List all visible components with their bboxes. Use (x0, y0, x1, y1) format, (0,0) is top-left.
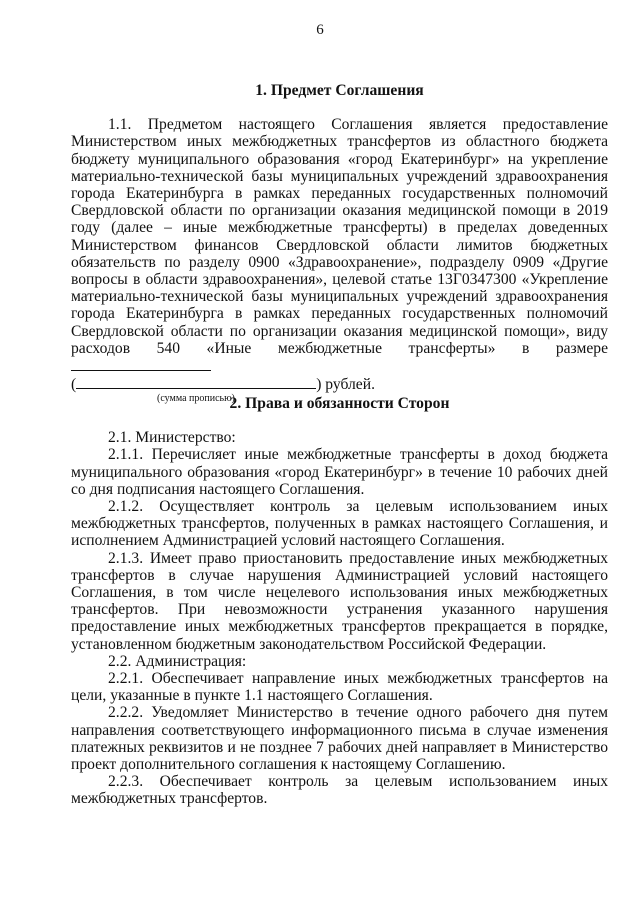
clause-2-2-3: 2.2.3. Обеспечивает контроль за целевым использованием иных межбюджетных трансфертов. (71, 773, 608, 808)
amount-close: ) рублей. (316, 376, 375, 394)
amount-number-blank (71, 357, 211, 371)
section-2 (71, 395, 608, 808)
amount-words-line (71, 375, 608, 393)
amount-words-blank (76, 375, 316, 389)
section-2-items (71, 429, 608, 807)
clause-2-1-3: 2.1.3. Имеет право приостановить предоставление иных межбюджетных трансфертов в случае нарушения Администрацией условий настоящего Соглашения, в том числе нецелевого использования иных межбюджетных трансфертов. При невозможности устранения указанного нарушения предоставление иных межбюджетных трансфертов прекращается в порядке, установленном бюджетным законодательством Российской Федерации. (71, 549, 608, 653)
clause-2-1-2: 2.1.2. Осуществляет контроль за целевым использованием иных межбюджетных трансфертов, полученных в рамках настоящего Соглашения, и исполнением Администрацией условий настоящего Соглашения. (71, 498, 608, 550)
section-2-heading: 2. Права и обязанности Сторон (229, 395, 450, 412)
clause-2-1: 2.1. Министерство: (108, 429, 236, 447)
section-1 (71, 82, 608, 405)
clause-2-2: 2.2. Администрация: (108, 652, 247, 670)
amount-caption: (сумма прописью) (157, 393, 235, 405)
clause-2-2-1: 2.2.1. Обеспечивает направление иных межбюджетных трансфертов на цели, указанные в пункте 1.1 настоящего Соглашения. (71, 670, 608, 705)
page-number: 6 (316, 22, 324, 38)
paragraph-1-1-text: 1.1. Предметом настоящего Соглашения является предоставление Министерством иных межбюджетных трансфертов из областного бюджета бюджету муниципального образования «город Екатеринбург» на укрепление материально-технической базы муниципальных учреждений здравоохранения города Екатеринбурга в рамках переданных государственных полномочий Свердловской области по организации оказания медицинской помощи в 2019 году (далее – иные межбюджетные трансферты) в пределах доведенных Министерством финансов Свердловской области лимитов бюджетных обязательств по разделу 0900 «Здравоохранение», подразделу 0909 «Другие вопросы в области здравоохранения», целевой статье 13Г0347300 «Укрепление материально-технической базы муниципальных учреждений здравоохранения города Екатеринбурга в рамках переданных государственных полномочий Свердловской области по организации оказания медицинской помощи», виду расходов 540 «Иные межбюджетные трансферты» в размере (71, 116, 608, 357)
paragraph-1-1 (71, 116, 608, 375)
clause-2-1-1: 2.1.1. Перечисляет иные межбюджетные трансферты в доход бюджета муниципального образования «город Екатеринбург» в течение 10 рабочих дней со дня подписания настоящего Соглашения. (71, 446, 608, 498)
amount-open: ( (71, 376, 77, 394)
section-1-heading: 1. Предмет Соглашения (255, 82, 424, 99)
clause-2-2-2: 2.2.2. Уведомляет Министерство в течение одного рабочего дня путем направления соответствующего информационного письма в случае изменения платежных реквизитов и не позднее 7 рабочих дней направляет в Министерство проект дополнительного соглашения к настоящему Соглашению. (71, 704, 608, 774)
